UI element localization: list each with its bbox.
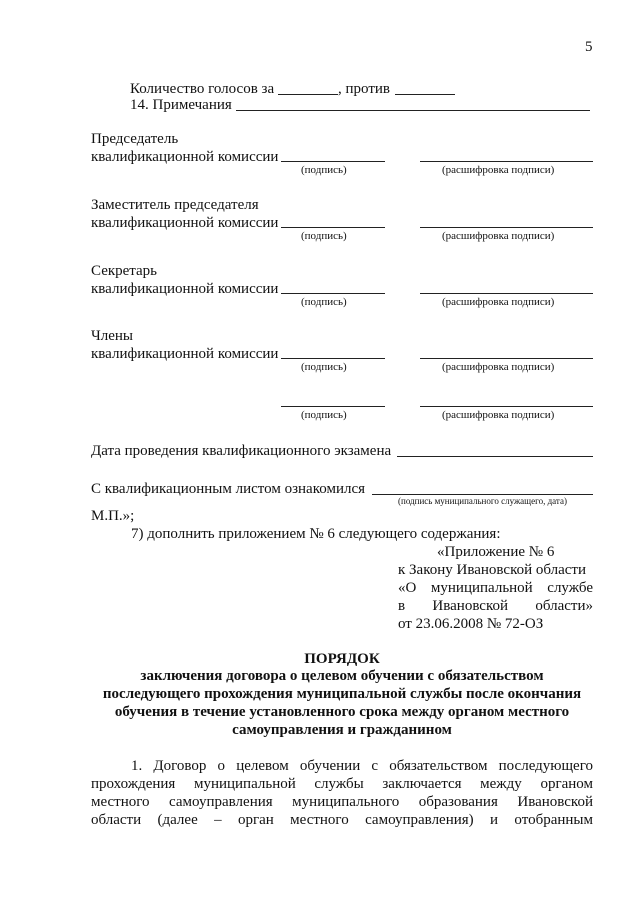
- votes-against-label: , против: [338, 81, 390, 97]
- subtitle-line-4: самоуправления и гражданином: [232, 722, 452, 738]
- appendix-line-4: в Ивановской области»: [398, 598, 593, 614]
- appendix-line-1: «Приложение № 6: [437, 544, 555, 560]
- members-commission: квалификационной комиссии: [91, 346, 279, 362]
- chairman-title: Председатель: [91, 131, 179, 147]
- appendix-line-5: от 23.06.2008 № 72-ОЗ: [398, 616, 544, 632]
- chairman-signature-caption: (подпись): [301, 164, 347, 176]
- secretary-signature-caption: (подпись): [301, 296, 347, 308]
- secretary-commission: квалификационной комиссии: [91, 281, 279, 297]
- deputy-decode-caption: (расшифровка подписи): [442, 230, 555, 242]
- secretary-decode-caption: (расшифровка подписи): [442, 296, 555, 308]
- notes-blank: [236, 110, 590, 111]
- paragraph-1-line-3: местного самоуправления муниципального образования Ивановской: [91, 794, 593, 810]
- acquainted-blank: [372, 494, 593, 495]
- members-signature-caption: (подпись): [301, 361, 347, 373]
- deputy-decode-line: [420, 227, 593, 228]
- page-number: 5: [585, 39, 593, 55]
- paragraph-1-line-4: области (далее – орган местного самоуправления) и отобранным: [91, 812, 593, 828]
- subtitle-line-3: обучения в течение установленного срока между органом местного: [114, 704, 570, 720]
- appendix-line-2: к Закону Ивановской области: [398, 562, 587, 578]
- paragraph-1-line-2: прохождения муниципальной службы заключается между органом: [91, 776, 593, 792]
- extra-member-signature-line: [281, 406, 385, 407]
- subtitle-line-1: заключения договора о целевом обучении с обязательством: [140, 668, 544, 684]
- votes-for-label: Количество голосов за: [130, 81, 275, 97]
- stamp-placeholder: М.П.»;: [91, 508, 135, 524]
- secretary-title: Секретарь: [91, 263, 158, 279]
- deputy-title: Заместитель председателя: [91, 197, 259, 213]
- secretary-signature-line: [281, 293, 385, 294]
- chairman-commission: квалификационной комиссии: [91, 149, 279, 165]
- members-title: Члены: [91, 328, 133, 344]
- votes-against-blank: [395, 94, 455, 95]
- chairman-signature-line: [281, 161, 385, 162]
- extra-member-signature-caption: (подпись): [301, 409, 347, 421]
- extra-member-decode-line: [420, 406, 593, 407]
- deputy-commission: квалификационной комиссии: [91, 215, 279, 231]
- secretary-decode-line: [420, 293, 593, 294]
- appendix-line-3: «О муниципальной службе: [398, 580, 593, 596]
- chairman-decode-caption: (расшифровка подписи): [442, 164, 555, 176]
- subtitle-line-2: последующего прохождения муниципальной службы после окончания: [102, 686, 582, 702]
- chairman-decode-line: [420, 161, 593, 162]
- extra-member-decode-caption: (расшифровка подписи): [442, 409, 555, 421]
- amendment-text: 7) дополнить приложением № 6 следующего содержания:: [131, 526, 501, 542]
- deputy-signature-caption: (подпись): [301, 230, 347, 242]
- members-decode-line: [420, 358, 593, 359]
- votes-for-blank: [278, 94, 338, 95]
- exam-date-blank: [397, 456, 593, 457]
- document-title: ПОРЯДОК: [304, 651, 380, 667]
- acquainted-label: С квалификационным листом ознакомился: [91, 481, 366, 497]
- notes-label: 14. Примечания: [130, 97, 232, 113]
- members-decode-caption: (расшифровка подписи): [442, 361, 555, 373]
- members-signature-line: [281, 358, 385, 359]
- deputy-signature-line: [281, 227, 385, 228]
- acquainted-caption: (подпись муниципального служащего, дата): [398, 496, 567, 506]
- paragraph-1-line-1: 1. Договор о целевом обучении с обязательством последующего: [131, 758, 593, 774]
- exam-date-label: Дата проведения квалификационного экзамена: [91, 443, 392, 459]
